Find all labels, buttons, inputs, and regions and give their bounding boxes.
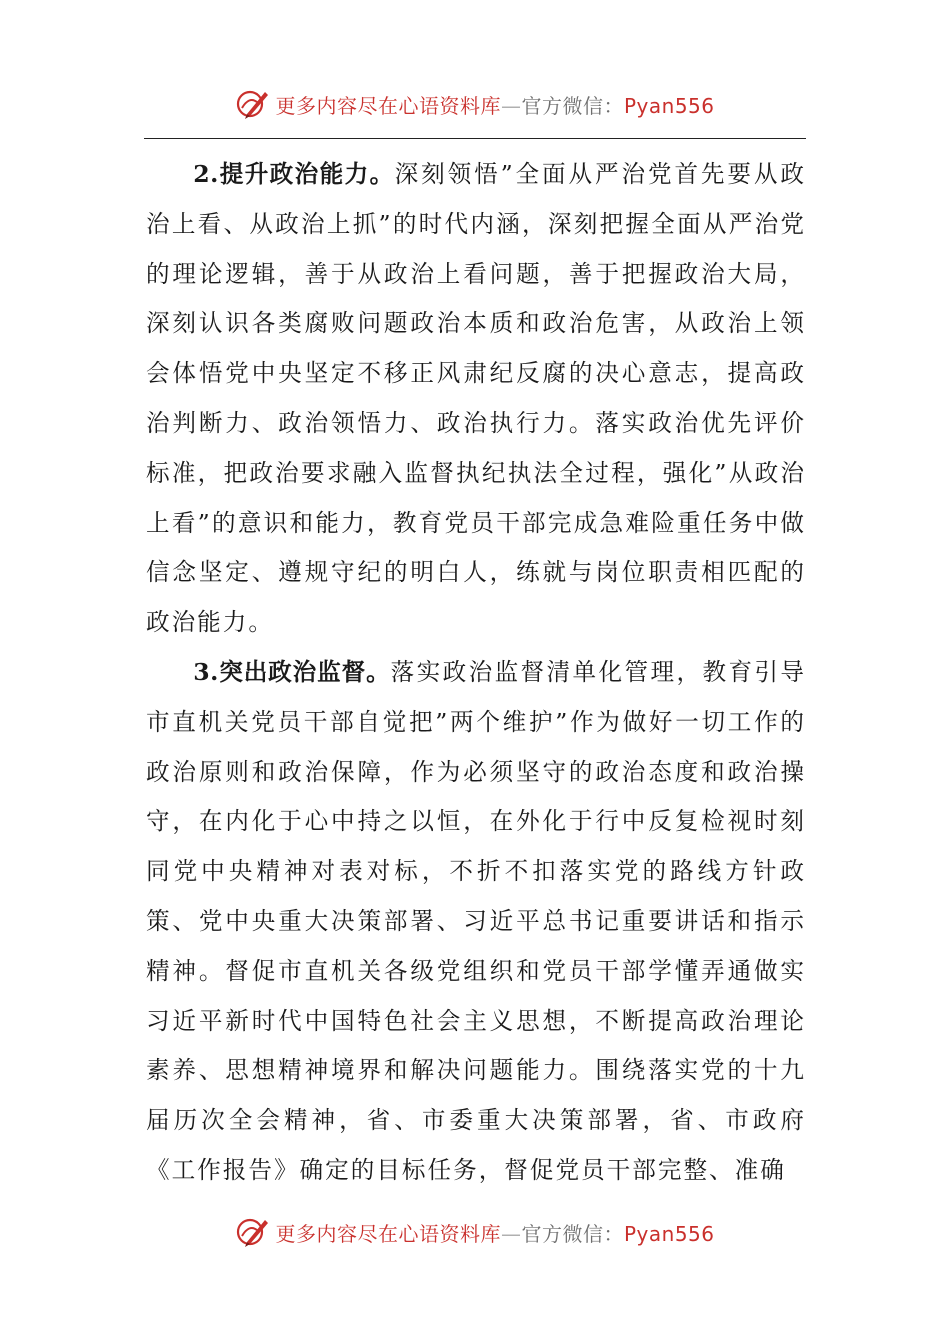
paragraph-2-body: 深刻领悟”全面从严治党首先要从政治上看、从政治上抓”的时代内涵，深刻把握全面从严治党的理论逻辑，善于从政治上看问题，善于把握政治大局，深刻认识各类腐败问题政治本质和政治危害，从政治上领会体悟党中央坚定不移正风肃纪反腐的决心意志，提高政治判断力、政治领悟力、政治执行力。落实政治优先评价标准，把政治要求融入监督执纪执法全过程，强化”从政治上看”的意识和能力，教育党员干部完成急难险重任务中做信念坚定、遵规守纪的明白人，练就与岗位职责相匹配的政治能力。: [146, 160, 806, 637]
header-rule: [144, 138, 806, 139]
footer-site-text: 更多内容尽在心语资料库: [275, 1221, 501, 1246]
banner-site-text: 更多内容尽在心语资料库: [275, 93, 501, 118]
footer-banner: [0, 1212, 950, 1252]
banner-dash: —: [500, 93, 522, 118]
paragraph-3-heading: 3.突出政治监督。: [193, 657, 391, 686]
banner-wechat-id: Pyan556: [623, 93, 715, 118]
footer-wechat-label: 官方微信：: [521, 1221, 624, 1246]
paragraph-2-heading: 2.提升政治能力。: [193, 160, 395, 188]
banner-wechat-label: 官方微信：: [521, 93, 624, 118]
footer-wechat-id: Pyan556: [623, 1221, 715, 1246]
document-body: [146, 150, 806, 1196]
pen-logo-icon: [235, 1214, 271, 1250]
header-banner: [0, 84, 950, 124]
paragraph-3-body: 落实政治监督清单化管理，教育引导市直机关党员干部自觉把”两个维护”作为做好一切工作的政治原则和政治保障，作为必须坚守的政治态度和政治操守，在内化于心中持之以恒，在外化于行中反复检视时刻同党中央精神对表对标，不折不扣落实党的路线方针政策、党中央重大决策部署、习近平总书记重要讲话和指示精神。督促市直机关各级党组织和党员干部学懂弄通做实习近平新时代中国特色社会主义思想，不断提高政治理论素养、思想精神境界和解决问题能力。围绕落实党的十九届历次全会精神，省、市委重大决策部署，省、市政府《工作报告》确定的目标任务，督促党员干部完整、准确: [146, 657, 807, 1184]
pen-logo-icon: [235, 86, 271, 122]
paragraph-3: [146, 648, 806, 1196]
paragraph-2: [146, 150, 806, 648]
footer-dash: —: [500, 1221, 522, 1246]
